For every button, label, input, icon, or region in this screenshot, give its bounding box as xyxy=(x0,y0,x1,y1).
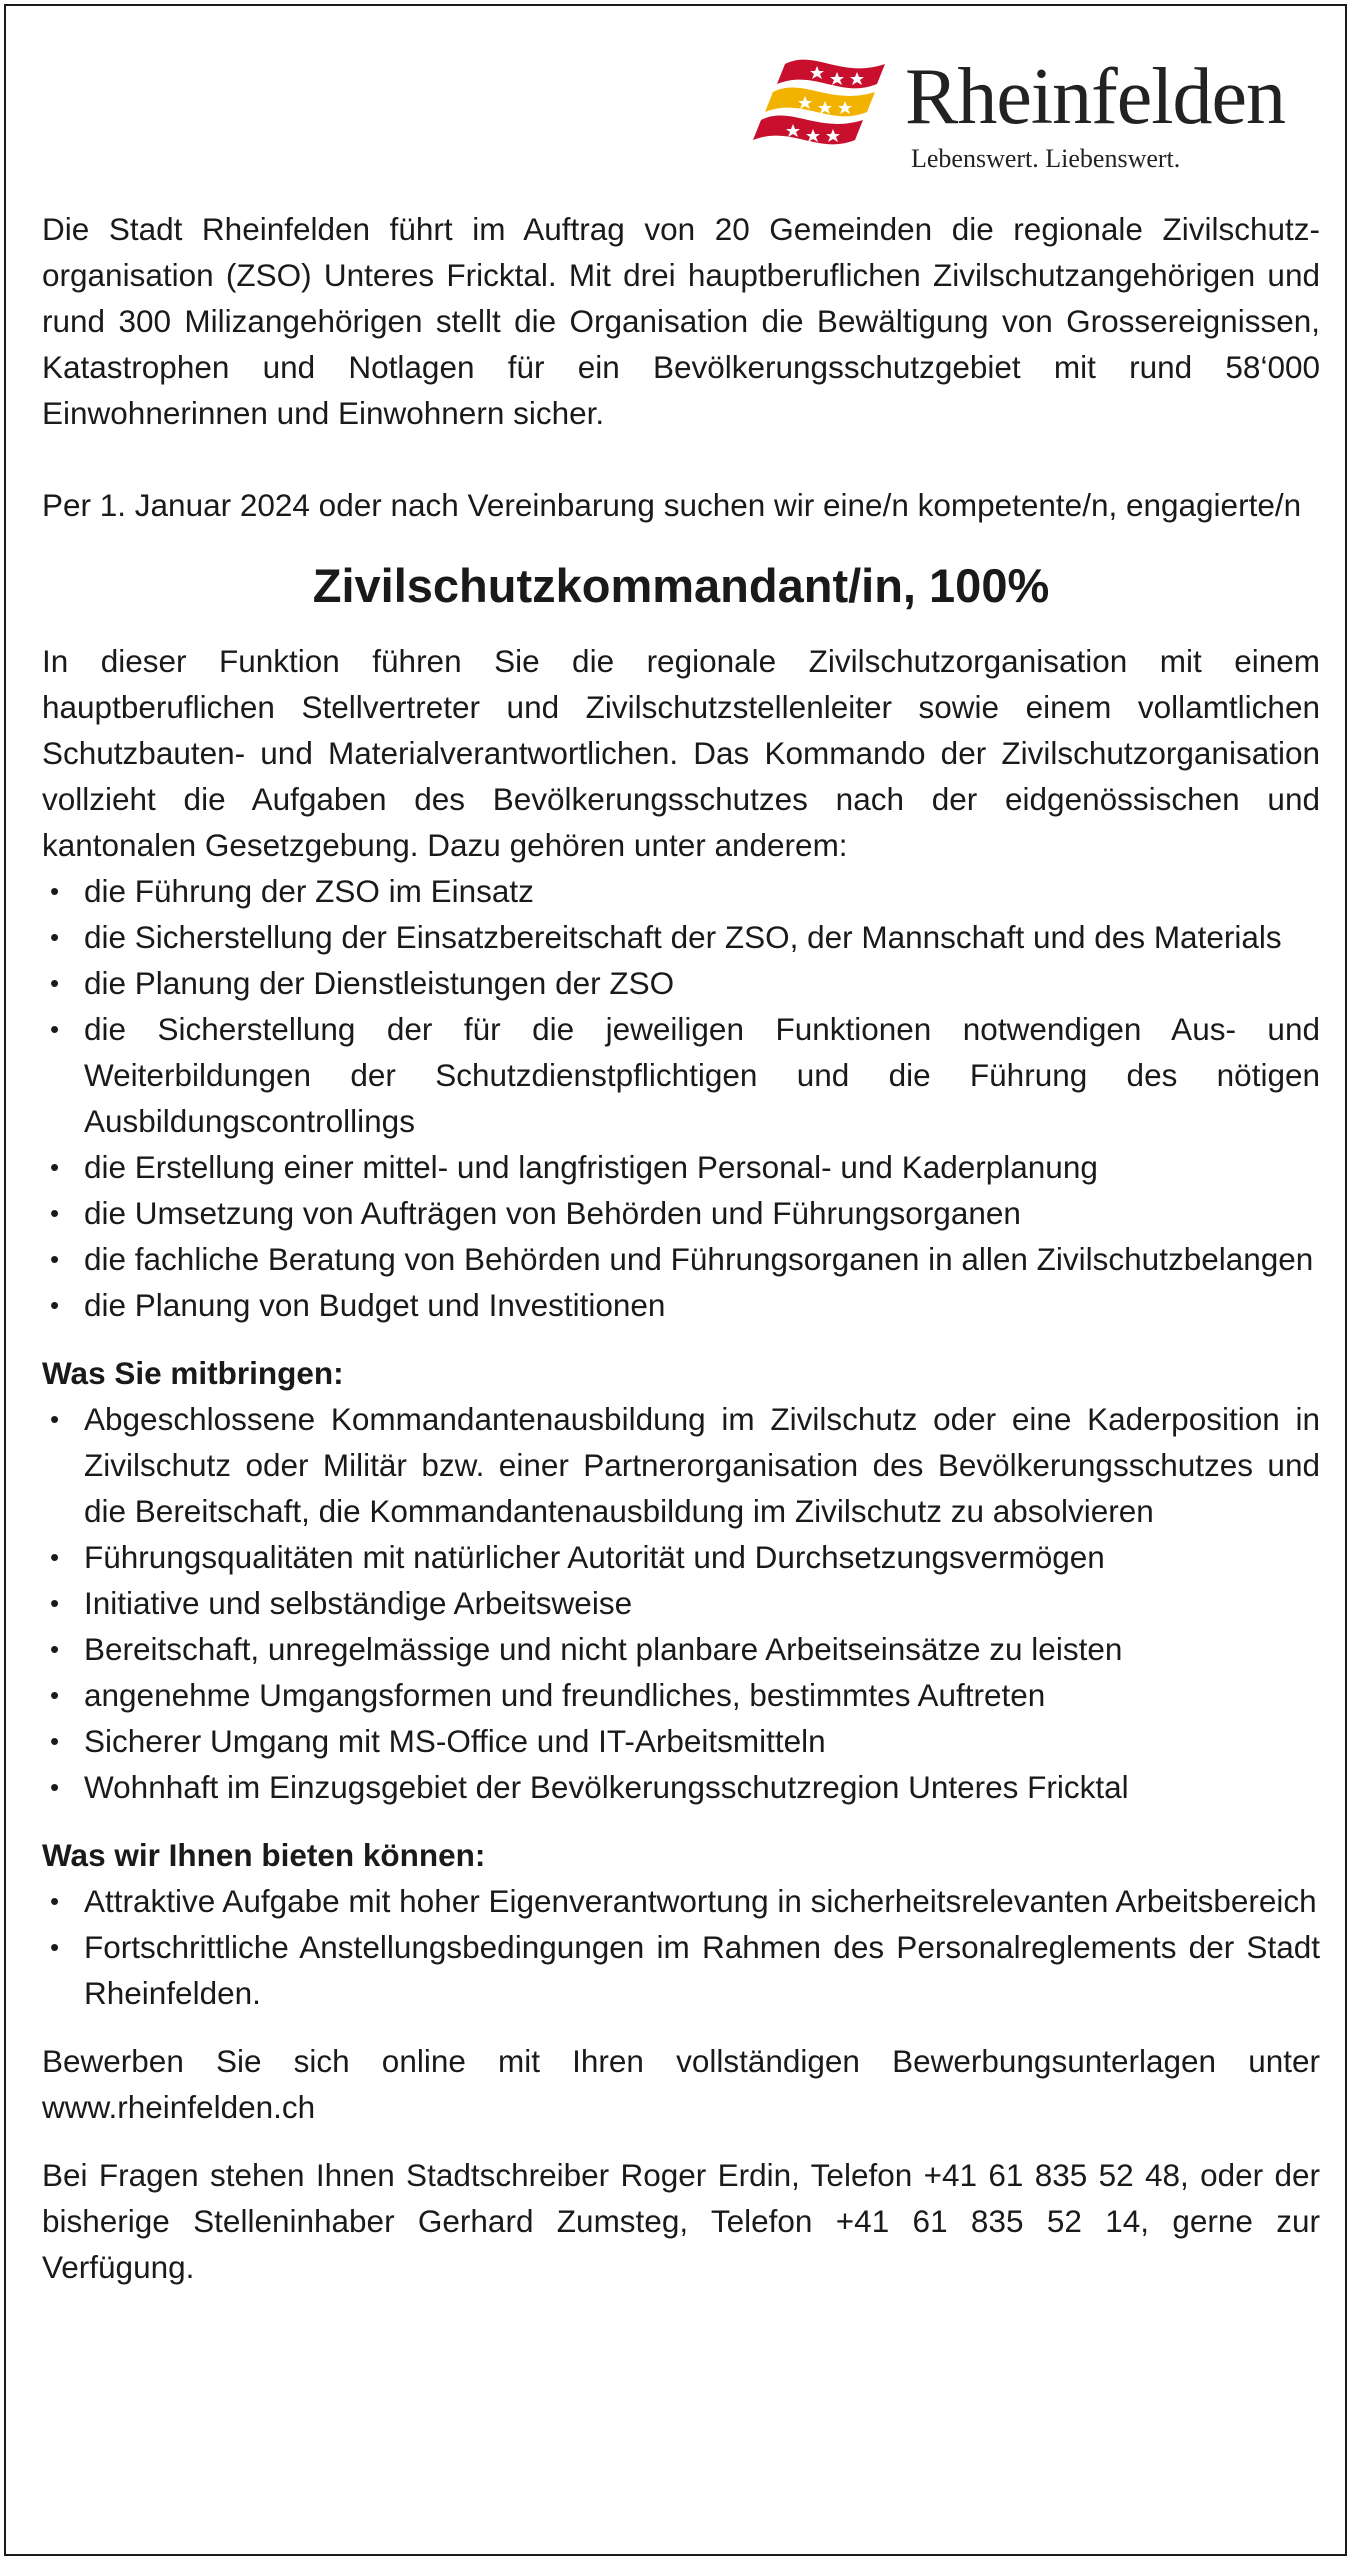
list-item: • die fachliche Beratung von Behörden und Führungsorganen in allen Zivilschutzbelangen xyxy=(42,1236,1320,1282)
rheinfelden-flag-icon xyxy=(745,54,895,164)
contact-paragraph: Bei Fragen stehen Ihnen Stadtschreiber Roger Erdin, Telefon +41 61 835 52 48, oder der bisherige Stelleninhaber Gerhard Zumsteg, Telefon +41 61 835 52 14, gerne zur Verfügung. xyxy=(42,2157,1320,2285)
list-item: • die Sicherstellung der Einsatzbereitschaft der ZSO, der Mannschaft und des Materials xyxy=(42,914,1320,960)
list-item: • Fortschrittliche Anstellungsbedingungen im Rahmen des Personalreglements der Stadt Rheinfelden. xyxy=(42,1924,1320,2016)
list-item: • die Planung von Budget und Investitionen xyxy=(42,1282,1320,1328)
list-item: • die Führung der ZSO im Einsatz xyxy=(42,868,1320,914)
list-item: • Bereitschaft, unregelmässige und nicht planbare Arbeitseinsätze zu leisten xyxy=(42,1626,1320,1672)
job-advertisement xyxy=(4,4,1347,2556)
requirements-heading: Was Sie mitbringen: xyxy=(42,1355,344,1391)
offer-list xyxy=(42,1878,1320,2016)
apply-paragraph: Bewerben Sie sich online mit Ihren vollständigen Bewerbungsunterlagen unter www.rheinfelden.ch xyxy=(42,2043,1320,2125)
list-item: • die Umsetzung von Aufträgen von Behörden und Führungsorganen xyxy=(42,1190,1320,1236)
list-item: • Attraktive Aufgabe mit hoher Eigenverantwortung in sicherheitsrelevanten Arbeitsbereich xyxy=(42,1878,1320,1924)
intro-paragraph: Die Stadt Rheinfelden führt im Auftrag von 20 Gemeinden die regionale Zivilschutzorganisation (ZSO) Unteres Fricktal. Mit drei hauptberuflichen Zivilschutzangehörigen und rund 300 Milizangehörigen stellt die Organisation die Bewältigung von Grossereignissen, Katastrophen und Notlagen für ein Bevölkerungsschutzgebiet mit rund 58‘000 Einwohnerinnen und Einwohnern sicher. xyxy=(42,211,1320,431)
brand-name: Rheinfelden xyxy=(905,53,1285,141)
rheinfelden-logo xyxy=(665,46,1285,176)
job-title: Zivilschutzkommandant/in, 100% xyxy=(312,559,1050,612)
list-item: • angenehme Umgangsformen und freundliches, bestimmtes Auftreten xyxy=(42,1672,1320,1718)
list-item: • Initiative und selbständige Arbeitsweise xyxy=(42,1580,1320,1626)
ad-body xyxy=(42,206,1320,2290)
list-item: • Führungsqualitäten mit natürlicher Autorität und Durchsetzungsvermögen xyxy=(42,1534,1320,1580)
list-item: • die Erstellung einer mittel- und langfristigen Personal- und Kaderplanung xyxy=(42,1144,1320,1190)
list-item: • Wohnhaft im Einzugsgebiet der Bevölkerungsschutzregion Unteres Fricktal xyxy=(42,1764,1320,1810)
offer-heading: Was wir Ihnen bieten können: xyxy=(42,1837,486,1873)
tasks-intro: In dieser Funktion führen Sie die regionale Zivilschutzorganisation mit einem hauptberuflichen Stellvertreter und Zivilschutzstellenleiter sowie einem vollamtlichen Schutzbauten- und Materialverantwortlichen. Das Kommando der Zivilschutzorganisation vollzieht die Aufgaben des Bevölkerungsschutzes nach der eidgenössischen und kantonalen Gesetzgebung. Dazu gehören unter anderem: xyxy=(42,643,1320,863)
list-item: • die Sicherstellung der für die jeweiligen Funktionen notwendigen Aus- und Weiterbildungen der Schutzdienstpflichtigen und die Führung des nötigen Ausbildungscontrollings xyxy=(42,1006,1320,1144)
list-item: • Abgeschlossene Kommandantenausbildung im Zivilschutz oder eine Kaderposition in Zivilschutz oder Militär bzw. einer Partnerorganisation des Bevölkerungsschutzes und die Bereitschaft, die Kommandantenausbildung im Zivilschutz zu absolvieren xyxy=(42,1396,1320,1534)
list-item: • die Planung der Dienstleistungen der ZSO xyxy=(42,960,1320,1006)
search-paragraph: Per 1. Januar 2024 oder nach Vereinbarung suchen wir eine/n kompetente/n, engagierte/n xyxy=(42,487,1302,523)
requirements-list xyxy=(42,1396,1320,1810)
brand-tagline: Lebenswert. Liebenswert. xyxy=(911,144,1181,173)
list-item: • Sicherer Umgang mit MS-Office und IT-Arbeitsmitteln xyxy=(42,1718,1320,1764)
tasks-list xyxy=(42,868,1320,1328)
